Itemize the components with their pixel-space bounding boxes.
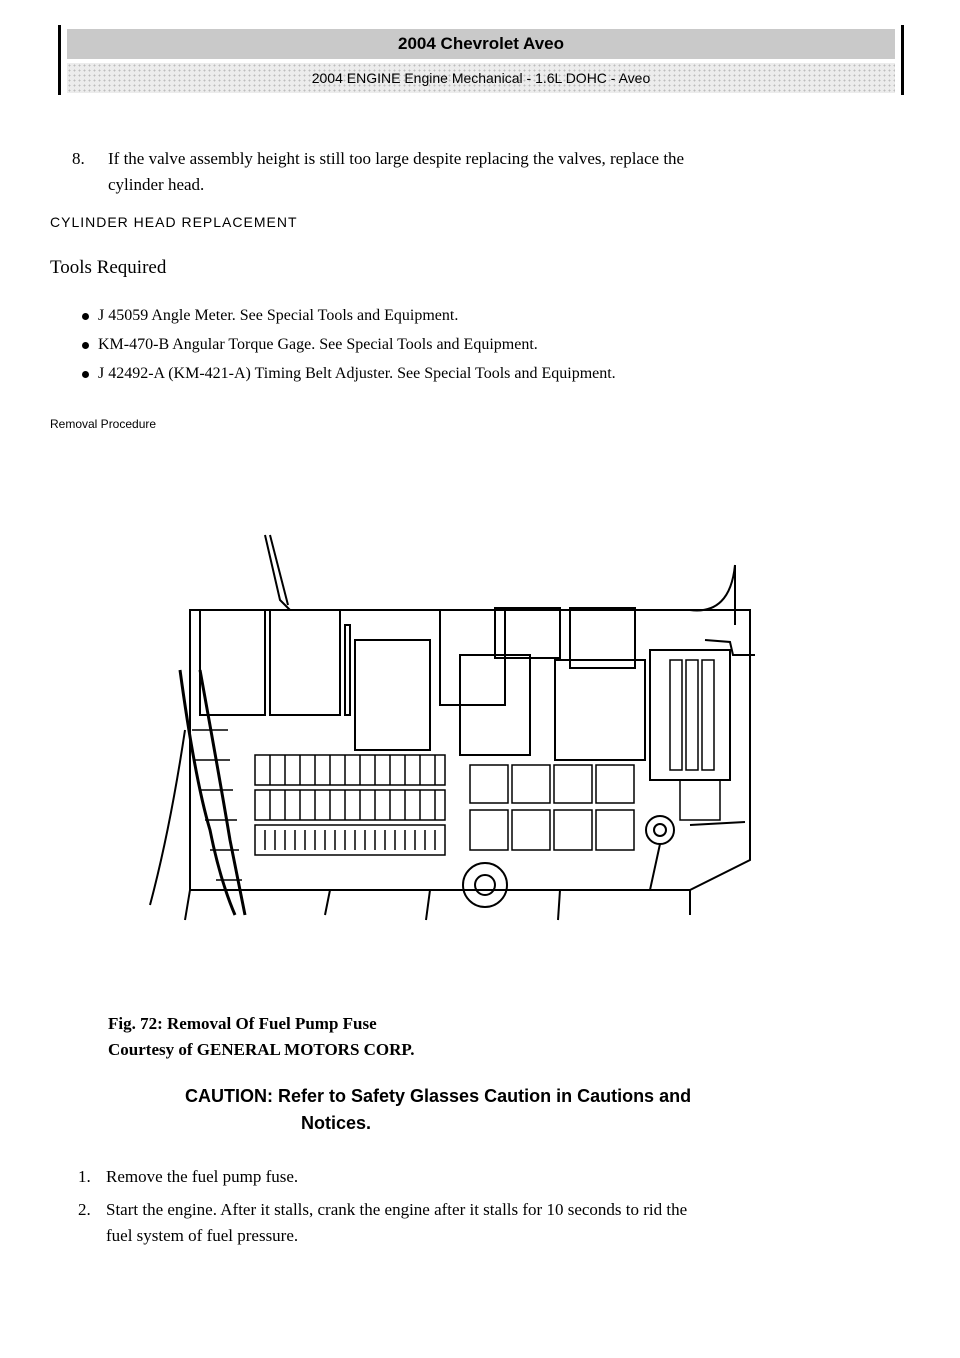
step-text-line1: If the valve assembly height is still too large despite replacing the valves, replace the bbox=[108, 149, 685, 168]
fuse-box-illustration bbox=[130, 530, 770, 930]
step-8 bbox=[72, 146, 892, 202]
step-text-line2: fuel system of fuel pressure. bbox=[106, 1226, 299, 1245]
step-1 bbox=[78, 1164, 898, 1192]
step-2 bbox=[78, 1197, 898, 1253]
bullet-icon bbox=[82, 371, 89, 378]
caution-notice bbox=[185, 1083, 835, 1137]
step-text-line1: Remove the fuel pump fuse. bbox=[106, 1167, 299, 1186]
figure-caption bbox=[108, 1011, 415, 1063]
step-text-line1: Start the engine. After it stalls, crank the engine after it stalls for 10 seconds to rid the bbox=[106, 1200, 688, 1219]
step-text-line2: cylinder head. bbox=[108, 175, 205, 194]
tool-item-text: J 42492-A (KM-421-A) Timing Belt Adjuster. See Special Tools and Equipment. bbox=[98, 365, 616, 382]
tools-heading: Tools Required bbox=[50, 257, 167, 278]
page-header bbox=[58, 25, 904, 95]
header-title: 2004 Chevrolet Aveo bbox=[67, 29, 895, 59]
procedure-title: Removal Procedure bbox=[50, 417, 157, 431]
tool-item-text: J 45059 Angle Meter. See Special Tools and Equipment. bbox=[98, 307, 459, 324]
figure-caption-courtesy: Courtesy of GENERAL MOTORS CORP. bbox=[108, 1040, 415, 1059]
step-number: 1. bbox=[78, 1167, 91, 1186]
header-subtitle: 2004 ENGINE Engine Mechanical - 1.6L DOHC - Aveo bbox=[67, 63, 895, 93]
step-number: 2. bbox=[78, 1200, 91, 1219]
caution-text-line1: CAUTION: Refer to Safety Glasses Caution in Cautions and bbox=[185, 1086, 692, 1106]
tool-item-text: KM-470-B Angular Torque Gage. See Special Tools and Equipment. bbox=[98, 336, 538, 353]
caution-text-line2: Notices. bbox=[301, 1113, 372, 1133]
step-number: 8. bbox=[72, 149, 85, 168]
section-title: CYLINDER HEAD REPLACEMENT bbox=[50, 214, 298, 230]
bullet-icon bbox=[82, 342, 89, 349]
bullet-icon bbox=[82, 313, 89, 320]
figure-caption-title: Fig. 72: Removal Of Fuel Pump Fuse bbox=[108, 1014, 377, 1033]
